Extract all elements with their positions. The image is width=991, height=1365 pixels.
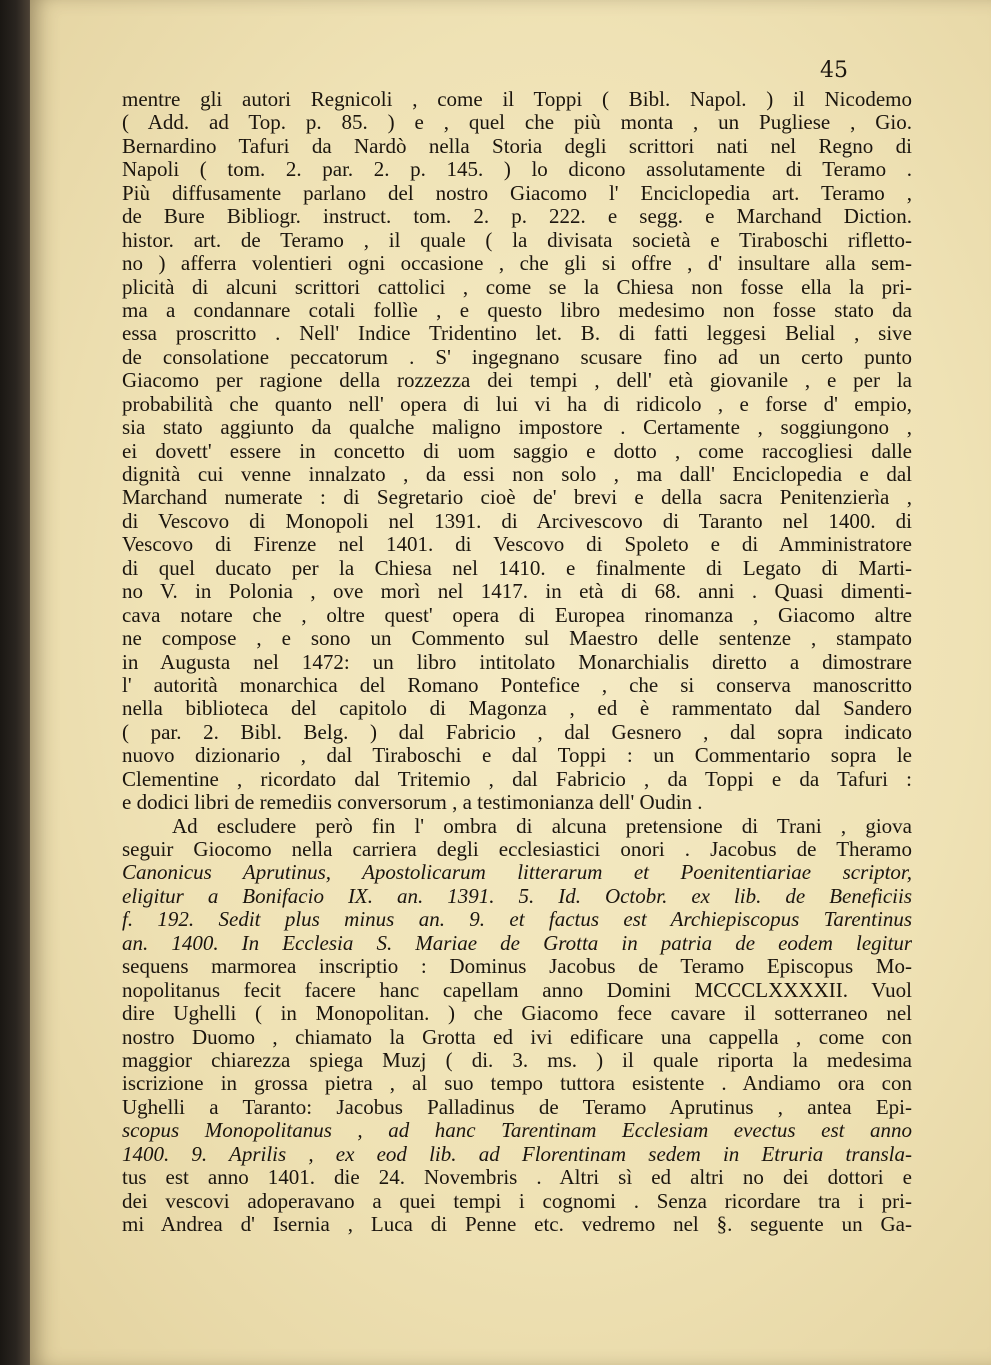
text-line: e dodici libri de remediis conversorum , a testimonianza dell' Oudin . xyxy=(122,791,703,815)
text-line: Napoli ( tom. 2. par. 2. p. 145. ) lo dicono assolutamente di Teramo . xyxy=(122,158,912,182)
text-line: Più diffusamente parlano del nostro Giacomo l' Enciclopedia art. Teramo , xyxy=(122,181,912,205)
text-line: sia stato aggiunto da qualche maligno impostore . Certamente , soggiungono , xyxy=(122,416,912,440)
text-line: nostro Duomo , chiamato la Grotta ed ivi edificare una cappella , come con xyxy=(122,1025,912,1049)
text-line: ma a condannare cotali follìe , e questo libro medesimo non fosse stato da xyxy=(122,298,912,322)
latin-quote-line: scopus Monopolitanus , ad hanc Tarentinam Ecclesiam evectus est anno xyxy=(122,1119,912,1143)
text-line: ( par. 2. Bibl. Belg. ) dal Fabricio , dal Gesnero , dal sopra indicato xyxy=(122,720,912,744)
latin-quote-line: f. 192. Sedit plus minus an. 9. et factus est Archiepiscopus Tarentinus xyxy=(122,908,912,932)
text-line: sequens marmorea inscriptio : Dominus Jacobus de Teramo Episcopus Mo- xyxy=(122,955,912,979)
text-line: seguir Giocomo nella carriera degli ecclesiastici onori . Jacobus de Theramo xyxy=(122,838,912,861)
text-line: Marchand numerate : di Segretario cioè de' brevi e della sacra Penitenzierìa , xyxy=(122,486,912,510)
text-line: dignità cui venne innalzato , da essi non solo , ma dall' Enciclopedia e dal xyxy=(122,463,912,486)
text-line: nuovo dizionario , dal Tiraboschi e dal Toppi : un Commentario sopra le xyxy=(122,744,912,768)
text-line: tus est anno 1401. die 24. Novembris . Altri sì ed altri no dei dottori e xyxy=(122,1166,912,1190)
text-line: essa proscritto . Nell' Indice Tridentino let. B. di fatti leggesi Belial , sive xyxy=(122,322,912,346)
text-line: dei vescovi adoperavano a quei tempi i cognomi . Senza ricordare tra i pri- xyxy=(122,1189,912,1213)
text-line: dire Ughelli ( in Monopolitan. ) che Giacomo fece cavare il sotterraneo nel xyxy=(122,1002,912,1026)
text-line: Bernardino Tafuri da Nardò nella Storia degli scrittori nati nel Regno di xyxy=(122,134,912,158)
text-line: Giacomo per ragione della rozzezza dei tempi , dell' età giovanile , e per la xyxy=(122,369,912,393)
text-line: de Bure Bibliogr. instruct. tom. 2. p. 222. e segg. e Marchand Diction. xyxy=(122,205,912,229)
text-line: no V. in Polonia , ove morì nel 1417. in età di 68. anni . Quasi dimenti- xyxy=(122,580,912,604)
text-line: ( Add. ad Top. p. 85. ) e , quel che più monta , un Pugliese , Gio. xyxy=(122,111,912,135)
latin-quote-line: 1400. 9. Aprilis , ex eod lib. ad Florentinam sedem in Etruria transla- xyxy=(122,1142,912,1166)
text-line: l' autorità monarchica del Romano Pontefice , che si conserva manoscritto xyxy=(122,673,912,697)
latin-quote-line: eligitur a Bonifacio IX. an. 1391. 5. Id. Octobr. ex lib. de Beneficiis xyxy=(122,884,912,908)
text-line: di Vescovo di Monopoli nel 1391. di Arcivescovo di Taranto nel 1400. di xyxy=(122,509,912,533)
text-line: mentre gli autori Regnicoli , come il Toppi ( Bibl. Napol. ) il Nicodemo xyxy=(122,88,912,111)
text-line: di quel ducato per la Chiesa nel 1410. e finalmente di Legato di Marti- xyxy=(122,556,912,580)
text-line: in Augusta nel 1472: un libro intitolato Monarchialis diretto a dimostrare xyxy=(122,650,912,674)
text-line: ne compose , e sono un Commento sul Maestro delle sentenze , stampato xyxy=(122,627,912,651)
text-line: Vescovo di Firenze nel 1401. di Vescovo di Spoleto e di Amministratore xyxy=(122,533,912,557)
text-line: plicità di alcuni scrittori cattolici , come se la Chiesa non fosse ella la pri- xyxy=(122,275,912,299)
text-line: cava notare che , oltre quest' opera di Europea rinomanza , Giacomo altre xyxy=(122,603,912,627)
latin-quote-line: an. 1400. In Ecclesia S. Mariae de Grotta in patria de eodem legitur xyxy=(122,931,912,955)
text-line: histor. art. de Teramo , il quale ( la divisata società e Tiraboschi rifletto- xyxy=(122,228,912,252)
text-line: no ) afferra volentieri ogni occasione , che gli si offre , d' insultare alla sem- xyxy=(122,252,912,276)
text-line: ei dovett' essere in concetto di uom saggio e dotto , come raccogliesi dalle xyxy=(122,439,912,463)
page-number: 45 xyxy=(820,58,848,83)
text-line: probabilità che quanto nell' opera di lui vi ha di ridicolo , e forse d' empio, xyxy=(122,392,912,416)
text-line: Ad escludere però fin l' ombra di alcuna pretensione di Trani , giova xyxy=(172,814,912,838)
text-line: mi Andrea d' Isernia , Luca di Penne etc. vedremo nel §. seguente un Ga- xyxy=(122,1213,912,1236)
text-line: nella biblioteca del capitolo di Magonza , ed è rammentato dal Sandero xyxy=(122,697,912,721)
body-text xyxy=(122,88,912,1236)
book-page xyxy=(30,0,991,1365)
text-line: de consolatione peccatorum . S' ingegnano scusare fino ad un certo punto xyxy=(122,345,912,369)
latin-quote-line: Canonicus Aprutinus, Apostolicarum litterarum et Poenitentiariae scriptor, xyxy=(122,861,912,885)
text-line: Ughelli a Taranto: Jacobus Palladinus de Teramo Aprutinus , antea Epi- xyxy=(122,1095,912,1119)
text-line: nopolitanus fecit facere hanc capellam anno Domini MCCCLXXXXII. Vuol xyxy=(122,978,912,1002)
text-line: Clementine , ricordato dal Tritemio , dal Fabricio , da Toppi e da Tafuri : xyxy=(122,767,912,791)
text-line: maggior chiarezza spiega Muzj ( di. 3. ms. ) il quale riporta la medesima xyxy=(122,1048,912,1072)
text-line: iscrizione in grossa pietra , al suo tempo tuttora esistente . Andiamo ora con xyxy=(122,1072,912,1096)
